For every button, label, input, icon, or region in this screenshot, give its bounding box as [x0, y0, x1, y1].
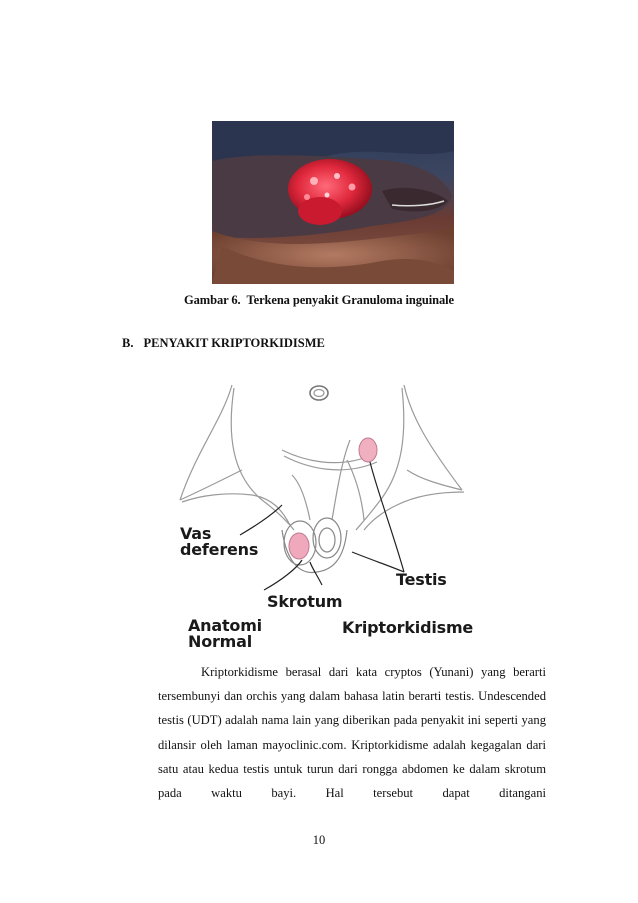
- anatomy-drawing: [172, 380, 486, 652]
- label-anatomi-line1: Anatomi: [188, 616, 262, 635]
- granuloma-photo-illustration: [212, 121, 454, 284]
- section-title: PENYAKIT KRIPTORKIDISME: [143, 336, 325, 350]
- label-anatomi-normal: [188, 618, 262, 650]
- body-text: [158, 660, 546, 805]
- label-testis: Testis: [396, 570, 447, 589]
- label-kriptorkidisme: Kriptorkidisme: [342, 618, 474, 637]
- caption-label: Gambar 6.: [184, 293, 241, 307]
- label-anatomi-line2: Normal: [188, 632, 253, 651]
- figure-6-caption: [0, 293, 638, 308]
- figure-6-photo: [212, 121, 454, 284]
- cryptorchidism-diagram: [172, 380, 486, 652]
- section-heading: [122, 336, 325, 351]
- page-number: 10: [312, 833, 326, 847]
- caption-text: Terkena penyakit Granuloma inguinale: [246, 293, 454, 307]
- label-skrotum: Skrotum: [267, 592, 343, 611]
- body-paragraph: Kriptorkidisme berasal dari kata cryptos (Yunani) yang berarti tersembunyi dan orchis yang dalam bahasa latin berarti testis. Undescended testis (UDT) adalah nama lain yang diberikan pada penyakit ini seperti yang dilansir oleh laman mayoclinic.com. Kriptorkidisme adalah kegagalan dari satu atau kedua testis untuk turun dari rongga abdomen ke dalam skrotum pada waktu bayi. Hal tersebut dapat ditangani: [158, 665, 546, 801]
- label-vas-line2: deferens: [180, 540, 259, 559]
- label-vas-deferens: [180, 526, 258, 558]
- label-vas-line1: Vas: [180, 524, 212, 543]
- section-number: B.: [122, 336, 134, 350]
